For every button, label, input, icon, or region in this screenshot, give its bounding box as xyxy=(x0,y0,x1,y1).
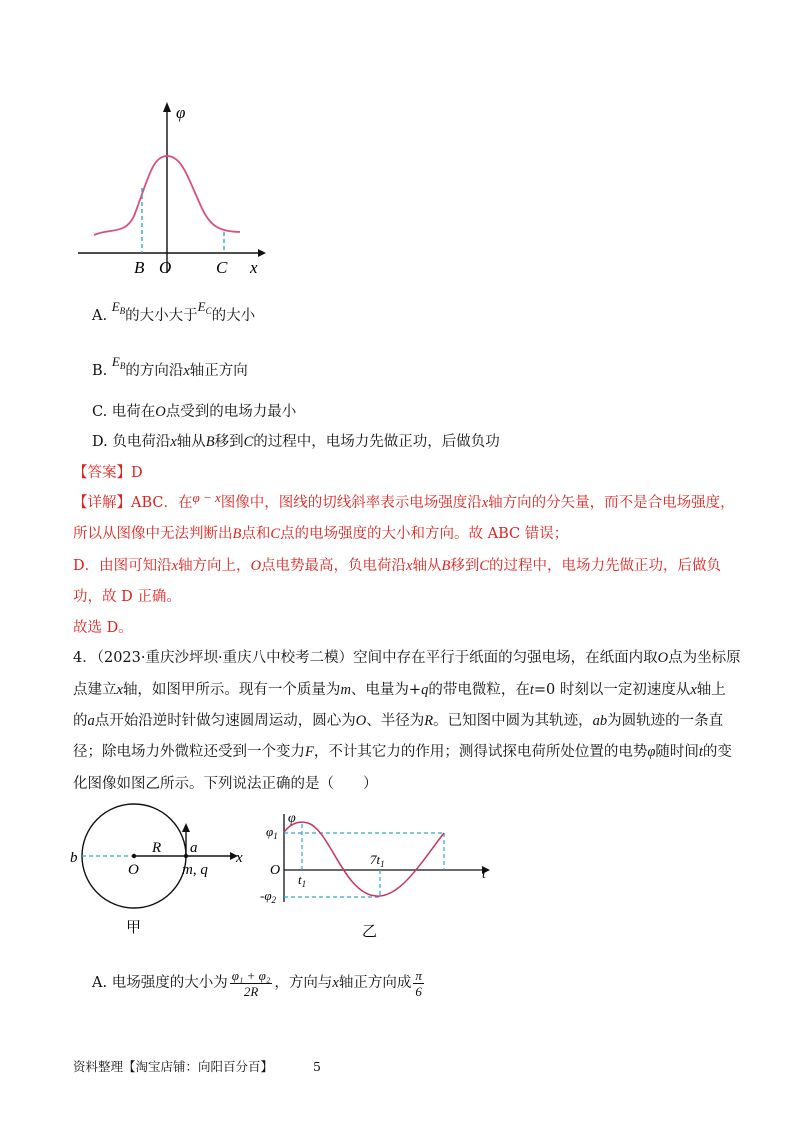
label-a: a xyxy=(190,840,198,856)
q4-line-1: 4．（2023·重庆沙坪坝·重庆八中校考二模）空间中存在平行于纸面的匀强电场，在纸面内取O点为坐标原 xyxy=(73,650,741,666)
q3-option-C[interactable]: C. 电荷在O点受到的电场力最小 xyxy=(92,404,297,420)
q4-option-A[interactable]: A. 电场强度的大小为 $\frac{\text{φ₁ + φ₂}}{2R}$ ，方向与x轴正方向成 $\frac{\pi}{6}$ xyxy=(92,967,422,999)
detail-line-1: 【详解】ABC．在φ − x图像中，图线的切线斜率表示电场强度沿x轴方向的分矢量，而不是合电场强度， xyxy=(73,490,735,511)
figure-jia-circle xyxy=(66,806,266,946)
fraction-pi: $\frac{\pi}{6}$ xyxy=(415,967,422,999)
center-dot xyxy=(132,854,136,858)
caption-yi: 乙 xyxy=(362,924,378,940)
velocity-arrowhead xyxy=(182,823,190,832)
label-O: O xyxy=(159,258,172,277)
q4-line-3: 的a点开始沿逆时针做匀速圆周运动，圆心为O、半径为R。已知图中圆为其轨迹，ab为圆轨迹的一条直 xyxy=(73,713,724,729)
detail-line-5: 故选 D。 xyxy=(73,620,133,636)
y-axis-arrow xyxy=(163,102,171,112)
figure-phi-x-graph xyxy=(70,98,270,278)
fraction-phi: $\frac{\text{φ₁ + φ₂}}{2R}$ xyxy=(231,967,271,999)
label-t: t xyxy=(482,867,486,882)
q3-option-D[interactable]: D. 负电荷沿x轴从B移到C的过程中，电场力先做正功，后做负功 xyxy=(92,434,500,450)
detail-line-2: 所以从图像中无法判断出B点和C点的电场强度的大小和方向。故 ABC 错误； xyxy=(73,526,569,542)
label-O-jia: O xyxy=(128,862,139,878)
label-R: R xyxy=(152,840,162,856)
label-7t1: $7t_1$ xyxy=(370,852,385,869)
footer-text: 资料整理【淘宝店铺：向阳百分百】 xyxy=(73,1059,274,1074)
label-B: B xyxy=(134,258,145,277)
label-mq: m, q xyxy=(182,862,208,878)
x-axis-label: x xyxy=(250,258,258,277)
figure-yi-phi-t-graph xyxy=(260,811,500,942)
phi-axis-label: φ xyxy=(176,103,186,122)
label-phi1: $\varphi_1$ xyxy=(266,824,278,841)
label-C: C xyxy=(216,258,228,277)
caption-jia: 甲 xyxy=(126,920,142,936)
label-t1: $t_1$ xyxy=(298,872,307,889)
label-negphi2: $-\varphi_2$ xyxy=(260,888,277,905)
label-x: x xyxy=(236,850,243,866)
q3-option-A[interactable]: A. $E_B$的大小大于$E_C$的大小 xyxy=(92,299,256,324)
detail-line-3: D．由图可知沿x轴方向上，O点电势最高，负电荷沿x轴从B移到C的过程中，电场力先做正功，后做负 xyxy=(73,558,722,574)
q3-option-B[interactable]: B. $E_B$的方向沿x轴正方向 xyxy=(92,354,248,379)
label-O-yi: O xyxy=(270,863,281,878)
page-number: 5 xyxy=(313,1059,321,1074)
footer xyxy=(73,1057,321,1075)
label-b: b xyxy=(70,850,78,866)
q4-line-5: 化图像如图乙所示。下列说法正确的是（ ） xyxy=(73,776,378,792)
q4-line-4: 径；除电场力外微粒还受到一个变力F，不计其它力的作用；测得试探电荷所处位置的电势φ随时间t的变 xyxy=(73,744,732,760)
label-phi-yi: φ xyxy=(288,811,296,826)
point-a-dot xyxy=(184,854,188,858)
x-axis-arrow xyxy=(258,249,266,257)
q4-line-2: 点建立x轴，如图甲所示。现有一个质量为m、电量为+q的带电微粒，在t=0 时刻以一定初速度从x轴上 xyxy=(73,682,726,698)
detail-line-4: 功，故 D 正确。 xyxy=(73,589,181,605)
answer-line: 【答案】D xyxy=(73,465,143,481)
